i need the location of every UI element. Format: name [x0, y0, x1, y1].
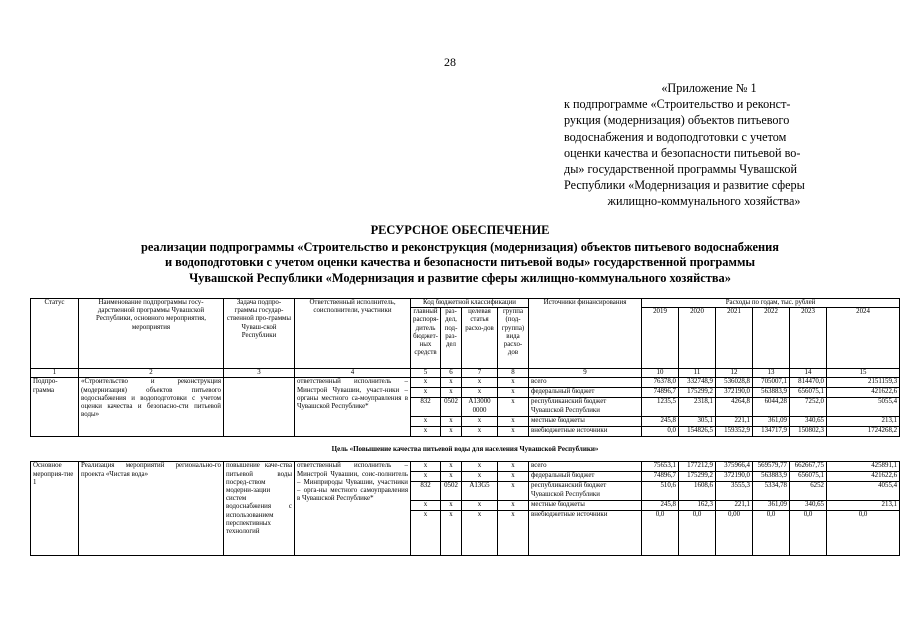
cell-source: федеральный бюджет [529, 388, 642, 398]
cell-value: 536028,8 [716, 378, 753, 388]
cell-value: 340,65 [790, 417, 827, 427]
cell-value: 175299,2 [679, 472, 716, 482]
header-year: 2020 [679, 308, 716, 369]
cell-value: 5055,4 [827, 398, 900, 417]
appendix-line: Республики «Модернизация и развитие сферы [564, 178, 805, 193]
cell-value: 213,1 [827, 501, 900, 511]
header-status: Статус [31, 299, 79, 369]
appendix-line: оценки качества и безопасности питьевой во- [564, 145, 801, 160]
column-number: 7 [462, 369, 498, 378]
row-name: «Строительство и реконструкция (модернизация) объектов питьевого водоснабжения и водоподготовки с учетом оценки качества и безопасно-сти питьевой воды» [79, 378, 224, 437]
header-task: Задача подпро-граммы государ-ственной про-граммы Чуваш-ской Республики [224, 299, 295, 369]
cell-rz: x [441, 388, 462, 398]
header-year: 2022 [753, 308, 790, 369]
cell-value: 74896,7 [642, 472, 679, 482]
header-rzpr: раз-дел, под-раз-дел [441, 308, 462, 369]
cell-value: 361,09 [753, 417, 790, 427]
cell-rz: 0502 [441, 398, 462, 417]
column-number: 10 [642, 369, 679, 378]
table-row [31, 462, 900, 472]
cell-value: 1608,6 [679, 482, 716, 501]
cell-value: 213,1 [827, 417, 900, 427]
cell-value: 74896,7 [642, 388, 679, 398]
cell-value: 0,0 [642, 511, 679, 556]
cell-value: 569579,77 [753, 462, 790, 472]
resource-table [30, 298, 900, 556]
appendix-line: рукция (модернизация) объектов питьевого [564, 113, 790, 128]
cell-rz: x [441, 462, 462, 472]
cell-value: 3555,3 [716, 482, 753, 501]
cell-rz: x [441, 472, 462, 482]
cell-source: всего [529, 462, 642, 472]
cell-value: 6252 [790, 482, 827, 501]
header-name: Наименование подпрограммы госу-дарственной программы Чувашской Республики, основного мероприятия, мероприятия [79, 299, 224, 369]
cell-value: 75653,1 [642, 462, 679, 472]
cell-value: 332748,9 [679, 378, 716, 388]
cell-value: 2151159,3 [827, 378, 900, 388]
header-sources: Источники финансирования [529, 299, 642, 369]
cell-source: внебюджетные источники [529, 511, 642, 556]
header-year: 2021 [716, 308, 753, 369]
row-executor: ответственный исполнитель – Минстрой Чувашии, соис-полнитель – Минприроды Чувашии, участники – орга-ны местного самоуправления в Чувашской Республике* [295, 462, 411, 556]
row-executor: ответственный исполнитель – Минстрой Чувашии, участ-ники – органы местного са-моуправления в Чувашской Республике* [295, 378, 411, 437]
subtitle-line: и водоподготовки с учетом оценки качества и безопасности питьевой воды» государственной программы [164, 255, 756, 270]
cell-grbs: x [411, 417, 441, 427]
cell-value: 510,6 [642, 482, 679, 501]
cell-value: 421622,6 [827, 472, 900, 482]
row-name: Реализация мероприятий регионально-го проекта «Чистая вода» [79, 462, 224, 556]
column-number: 6 [441, 369, 462, 378]
cell-value: 0,0 [753, 511, 790, 556]
cell-source: внебюджетные источники [529, 427, 642, 437]
header-expenses: Расходы по годам, тыс. рублей [642, 299, 900, 308]
cell-rz: x [441, 378, 462, 388]
header-executor: Ответственный исполнитель, соисполнители, участники [295, 299, 411, 369]
goal-row [31, 443, 900, 455]
cell-value: 0,0 [827, 511, 900, 556]
appendix-line: жилищно-коммунального хозяйства» [607, 194, 801, 209]
cell-vr: x [498, 501, 529, 511]
row-status: Основное мероприя-тие 1 [31, 462, 79, 556]
column-number: 8 [498, 369, 529, 378]
cell-grbs: x [411, 378, 441, 388]
header-year: 2023 [790, 308, 827, 369]
cell-value: 0,0 [642, 427, 679, 437]
column-number: 2 [79, 369, 224, 378]
column-number: 1 [31, 369, 79, 378]
row-task [224, 378, 295, 437]
cell-value: 2318,1 [679, 398, 716, 417]
cell-vr: x [498, 417, 529, 427]
cell-value: 154826,5 [679, 427, 716, 437]
cell-value: 375966,4 [716, 462, 753, 472]
cell-grbs: x [411, 511, 441, 556]
column-numbers-row [31, 369, 900, 378]
cell-cs: x [462, 388, 498, 398]
cell-value: 421622,6 [827, 388, 900, 398]
cell-cs: А13000 0000 [462, 398, 498, 417]
cell-value: 361,09 [753, 501, 790, 511]
cell-value: 6044,28 [753, 398, 790, 417]
cell-value: 372190,0 [716, 472, 753, 482]
cell-value: 76378,0 [642, 378, 679, 388]
appendix-line: ды» государственной программы Чувашской [564, 162, 798, 177]
cell-cs: x [462, 511, 498, 556]
cell-grbs: x [411, 388, 441, 398]
cell-source: всего [529, 378, 642, 388]
cell-source: местные бюджеты [529, 501, 642, 511]
row-task: повышение каче-ства питьевой воды посред-ством модерни-зации систем водоснабжения с использованием перспективных технологий [224, 462, 295, 556]
cell-value: 5334,78 [753, 482, 790, 501]
cell-rz: x [441, 511, 462, 556]
column-number: 11 [679, 369, 716, 378]
column-number: 3 [224, 369, 295, 378]
cell-grbs: x [411, 501, 441, 511]
cell-grbs: 832 [411, 398, 441, 417]
cell-value: 0,00 [716, 511, 753, 556]
cell-vr: x [498, 388, 529, 398]
cell-rz: x [441, 501, 462, 511]
appendix-line: водоснабжения и водоподготовки с учетом [564, 129, 787, 144]
cell-rz: 0502 [441, 482, 462, 501]
cell-value: 177212,9 [679, 462, 716, 472]
cell-value: 221,1 [716, 417, 753, 427]
page-number: 28 [444, 55, 456, 69]
cell-cs: x [462, 427, 498, 437]
cell-cs: x [462, 472, 498, 482]
header-vr: группа (под-группа) вида расхо-дов [498, 308, 529, 369]
cell-value: 159352,9 [716, 427, 753, 437]
cell-cs: x [462, 378, 498, 388]
goal-text: Цель «Повышение качества питьевой воды для населения Чувашской Республики» [331, 445, 599, 454]
column-number: 13 [753, 369, 790, 378]
column-number: 12 [716, 369, 753, 378]
header-budget-code: Код бюджетной классификации [411, 299, 529, 308]
cell-value: 656075,1 [790, 472, 827, 482]
cell-value: 340,65 [790, 501, 827, 511]
appendix-block [564, 80, 844, 210]
subtitle-line: Чувашской Республики «Модернизация и развитие сферы жилищно-коммунального хозяйства» [189, 270, 731, 285]
cell-value: 245,8 [642, 417, 679, 427]
cell-cs: x [462, 501, 498, 511]
cell-value: 221,1 [716, 501, 753, 511]
cell-source: местные бюджеты [529, 417, 642, 427]
cell-rz: x [441, 427, 462, 437]
column-number: 15 [827, 369, 900, 378]
cell-value: 372190,0 [716, 388, 753, 398]
cell-grbs: x [411, 462, 441, 472]
column-number: 14 [790, 369, 827, 378]
cell-vr: x [498, 378, 529, 388]
cell-source: федеральный бюджет [529, 472, 642, 482]
cell-vr: x [498, 462, 529, 472]
header-csr: целевая статья расхо-дов [462, 308, 498, 369]
cell-source: республиканский бюджет Чувашской Республики [529, 482, 642, 501]
table-row [31, 378, 900, 388]
cell-value: 563883,9 [753, 388, 790, 398]
header-year: 2019 [642, 308, 679, 369]
cell-cs: x [462, 417, 498, 427]
cell-value: 162,3 [679, 501, 716, 511]
column-number: 4 [295, 369, 411, 378]
cell-value: 175299,2 [679, 388, 716, 398]
cell-rz: x [441, 417, 462, 427]
header-year: 2024 [827, 308, 900, 369]
cell-value: 7252,0 [790, 398, 827, 417]
cell-value: 0,0 [679, 511, 716, 556]
cell-value: 1724268,2 [827, 427, 900, 437]
cell-value: 425891,1 [827, 462, 900, 472]
column-number: 5 [411, 369, 441, 378]
document-title: РЕСУРСНОЕ ОБЕСПЕЧЕНИЕ [370, 223, 550, 237]
cell-grbs: x [411, 472, 441, 482]
cell-value: 563883,9 [753, 472, 790, 482]
cell-value: 4055,4 [827, 482, 900, 501]
cell-value: 150802,3 [790, 427, 827, 437]
cell-cs: x [462, 462, 498, 472]
cell-vr: x [498, 482, 529, 501]
row-status: Подпро-грамма [31, 378, 79, 437]
cell-value: 1235,5 [642, 398, 679, 417]
cell-value: 134717,9 [753, 427, 790, 437]
cell-value: 705007,1 [753, 378, 790, 388]
cell-value: 4264,8 [716, 398, 753, 417]
appendix-line: к подпрограмме «Строительство и реконст- [564, 97, 791, 112]
cell-source: республиканский бюджет Чувашской Республики [529, 398, 642, 417]
cell-value: 305,1 [679, 417, 716, 427]
cell-value: 656075,1 [790, 388, 827, 398]
cell-vr: x [498, 427, 529, 437]
cell-value: 814470,0 [790, 378, 827, 388]
subtitle-line: реализации подпрограммы «Строительство и реконструкция (модернизация) объектов питьевого водоснабжения [140, 240, 779, 254]
cell-vr: x [498, 511, 529, 556]
cell-cs: А13G5 [462, 482, 498, 501]
document-subtitle [60, 240, 860, 286]
cell-value: 662667,75 [790, 462, 827, 472]
appendix-title: «Приложение № 1 [661, 81, 757, 95]
cell-value: 245,8 [642, 501, 679, 511]
cell-vr: x [498, 398, 529, 417]
header-grbs: главный распоря-дитель бюджет-ных средств [411, 308, 441, 369]
cell-grbs: 832 [411, 482, 441, 501]
column-number: 9 [529, 369, 642, 378]
cell-grbs: x [411, 427, 441, 437]
cell-vr: x [498, 472, 529, 482]
cell-value: 0,0 [790, 511, 827, 556]
